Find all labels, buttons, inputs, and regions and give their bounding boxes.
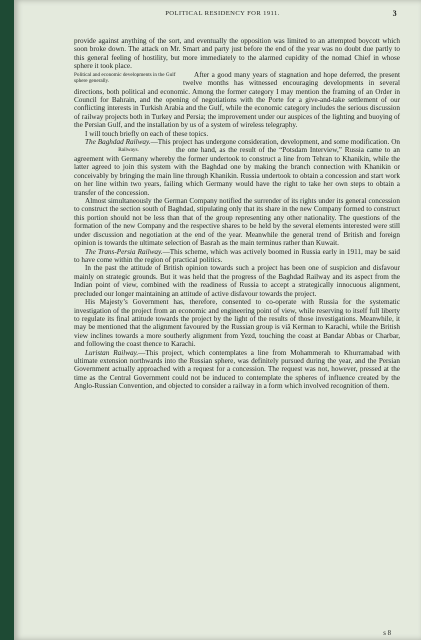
paragraph <box>74 349 400 391</box>
paragraph-text: —This project, which contemplates a line from Mohammerah to Khurramabad with ultimate extension northwards into the Russian sphere, was definitely pursued during the year, and the Persian Government actually approached with a request for a concession. The request was not, however, pressed at the time as the Central Government could not be induced to contemplate the spheres of influence created by the Anglo-Russian Convention, and objected to consider a railway in a form which involved recognition of them. <box>74 348 400 391</box>
body-text <box>74 37 400 391</box>
paragraph: provide against anything of the sort, and eventually the opposition was limited to an attempted boycott which soon broke down. The attack on Mr. Smart and party just before the end of the year was no doubt due partly to this general feeling of hostility, but more immediately to the alarmed cupidity of the nomad Chief in whose sphere it took place. <box>74 37 400 71</box>
margin-note: Railways. <box>118 147 139 154</box>
paragraph <box>74 71 400 130</box>
paragraph-text: After a good many years of stagnation and hope deferred, the present twelve months has witnessed encouraging developments in several directions, both political and economic. Among the former category I may mention the framing of an Order in Council for Bahrain, and the opening of negotiations with the Porte for a give-and-take settlement of our conflicting interests in Turkish Arabia and the Gulf, while the economic category includes the serious discussion of railway projects both in Turkey and Persia; the improvement under our auspices of the lighting and buoying of the Persian Gulf, and the installation by us of a system of wireless telegraphy. <box>74 70 400 130</box>
page-number: 3 <box>392 9 397 18</box>
paragraph <box>74 138 400 197</box>
section-lead: Luristan Railway. <box>85 348 139 357</box>
paragraph-text: On the one hand, as the result of the “Potsdam Interview,” Russia came to an agreement with Germany whereby the former undertook to construct a line from Tehran to Khanikin, while the latter agreed to join this system with the Baghdad one by making the branch connection with Khanikin or conceivably by bringing the main line through Khanikin. Russia undertook to obtain a concession and start work on her line within two years, failing which Germany would have the right to take her own steps to obtain a transfer of the concession. <box>74 138 400 197</box>
paragraph <box>74 248 400 265</box>
document-page <box>14 0 421 640</box>
margin-note: Political and economic developments in the Gulf sphere generally. <box>74 71 176 85</box>
running-header <box>42 10 403 20</box>
running-title: POLITICAL RESIDENCY FOR 1911. <box>165 10 280 17</box>
paragraph: In the past the attitude of British opinion towards such a project has been one of suspicion and disfavour mainly on strategic grounds. But it was held that the progress of the Baghdad Railway and its aspect from the Indian point of view, combined with the readiness of Russia to accept a strategically innocuous alignment, precluded our longer maintaining an attitude of active disfavour towards the project. <box>74 264 400 298</box>
signature-mark: s 8 <box>383 630 391 637</box>
paragraph: I will touch briefly on each of these topics. <box>85 129 209 138</box>
paragraph-text: —This project has undergone consideration, development, and some modification. <box>150 138 390 147</box>
section-lead: The Trans-Persia Railway. <box>85 247 163 256</box>
section-lead: The Baghdad Railway. <box>85 138 151 147</box>
paragraph-text: —This scheme, which was actively boomed in Russia early in 1911, may be said to have come within the region of practical politics. <box>74 247 400 264</box>
paragraph: Almost simultaneously the German Company notified the surrender of its rights under its general concession to construct the section south of Baghdad, stipulating only that its share in the new Company formed to construct this portion should not be less than that of the group representing any other nationality. The questions of the formation of the new Company and the respective shares to be held by the several elements interested were still under discussion and negotiation at the end of the year. Meanwhile the general trend of British and foreign opinion is towards the ultimate selection of Basrah as the main terminus rather than Kuwait. <box>74 197 400 248</box>
paragraph: His Majesty’s Government has, therefore, consented to co-operate with Russia for the systematic investigation of the project from an economic and engineering point of view, while reserving to itself full liberty to regulate its final attitude towards the project by the light of the results of those investigations. Meanwhile, it may be mentioned that the alignment favoured by the Russian group is viâ Kerman to Karachi, while the British view inclines towards a more southerly alignment from Yezd, touching the coast at Bandar Abbas or Charbar, and following the coast thence to Karachi. <box>74 298 400 349</box>
